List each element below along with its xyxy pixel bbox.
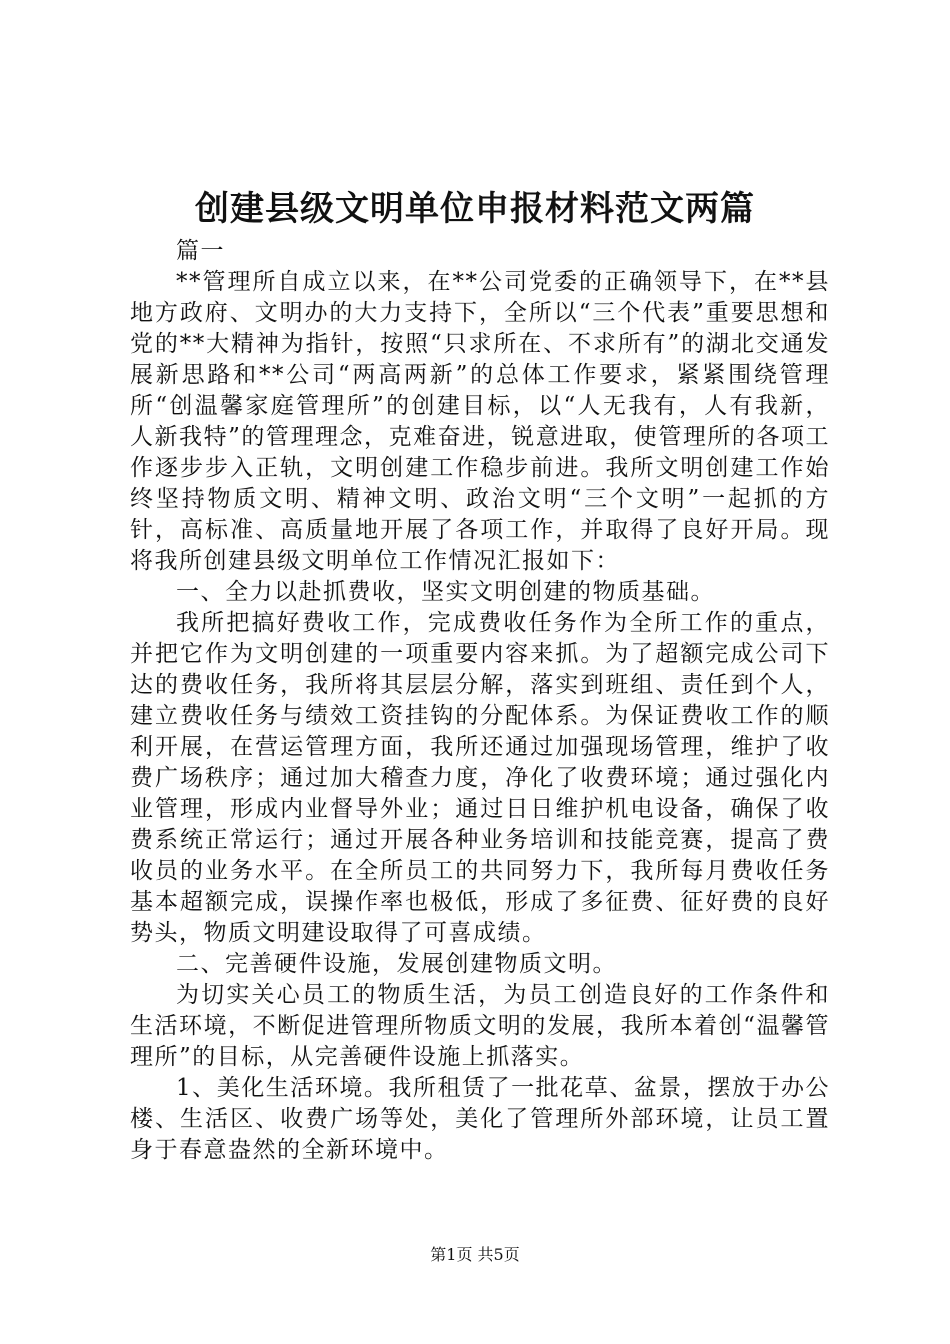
document-title: 创建县级文明单位申报材料范文两篇 [195, 189, 755, 229]
body-paragraph: **管理所自成立以来，在**公司党委的正确领导下，在**县地方政府、文明办的大力支持下，全所以“三个代表”重要思想和党的**大精神为指针，按照“只求所在、不求所有”的湖北交通发展新思路和**公司“两高两新”的总体工作要求，紧紧围绕管理所“创温馨家庭管理所”的创建目标，以“人无我有，人有我新，人新我特”的管理理念，克难奋进，锐意进取，使管理所的各项工作逐步步入正轨，文明创建工作稳步前进。我所文明创建工作始终坚持物质文明、精神文明、政治文明“三个文明”一起抓的方针，高标准、高质量地开展了各项工作，并取得了良好开局。现将我所创建县级文明单位工作情况汇报如下： [130, 269, 830, 574]
page-footer: 第1页 共5页 [430, 1245, 520, 1264]
body-paragraph: 1、美化生活环境。我所租赁了一批花草、盆景，摆放于办公楼、生活区、收费广场等处，美化了管理所外部环境，让员工置身于春意盎然的全新环境中。 [130, 1075, 830, 1163]
section-heading: 二、完善硬件设施，发展创建物质文明。 [176, 951, 617, 977]
body-paragraph: 我所把搞好费收工作，完成费收任务作为全所工作的重点，并把它作为文明创建的一项重要内容来抓。为了超额完成公司下达的费收任务，我所将其层层分解，落实到班组、责任到个人，建立费收任务与绩效工资挂钩的分配体系。为保证费收工作的顺利开展，在营运管理方面，我所还通过加强现场管理，维护了收费广场秩序；通过加大稽查力度，净化了收费环境；通过强化内业管理，形成内业督导外业；通过日日维护机电设备，确保了收费系统正常运行；通过开展各种业务培训和技能竞赛，提高了费收员的业务水平。在全所员工的共同努力下，我所每月费收任务基本超额完成，误操作率也极低，形成了多征费、征好费的良好势头，物质文明建设取得了可喜成绩。 [130, 610, 830, 946]
body-paragraph: 为切实关心员工的物质生活，为员工创造良好的工作条件和生活环境，不断促进管理所物质文明的发展，我所本着创“温馨管理所”的目标，从完善硬件设施上抓落实。 [130, 982, 830, 1070]
document-body [130, 236, 830, 1166]
section-heading: 篇一 [176, 238, 225, 264]
section-heading: 一、全力以赴抓费收，坚实文明创建的物质基础。 [176, 579, 715, 605]
